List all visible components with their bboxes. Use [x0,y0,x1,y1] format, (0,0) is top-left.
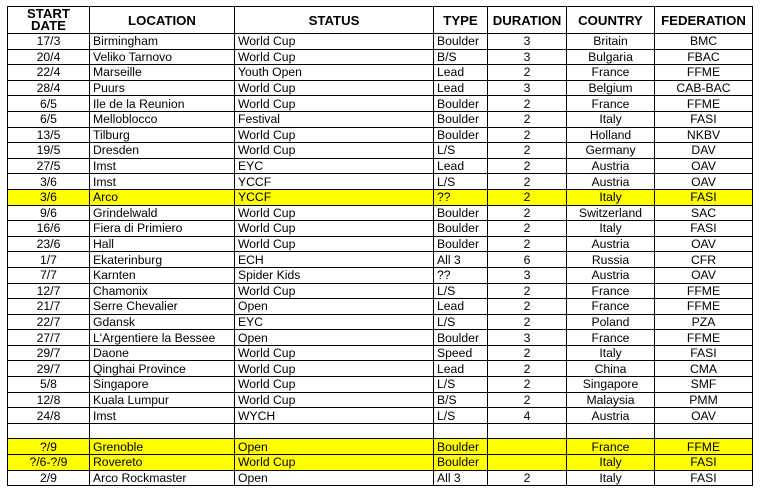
cell-country: Italy [567,345,655,361]
cell-start-date: 24/8 [8,408,90,424]
table-row [8,423,753,439]
cell-location: Grindelwald [90,205,235,221]
cell-duration: 2 [488,345,567,361]
cell-type: Boulder [434,96,488,112]
cell-start-date: 22/7 [8,314,90,330]
table-row [8,377,753,393]
cell-type: ?? [434,267,488,283]
cell-location: Marseille [90,65,235,81]
cell-type: Boulder [434,34,488,50]
cell-duration [488,423,567,439]
table-row [8,392,753,408]
table-row [8,345,753,361]
cell-start-date: 6/5 [8,111,90,127]
cell-type: Lead [434,80,488,96]
cell-type: L/S [434,174,488,190]
cell-federation: FFME [655,283,753,299]
table-row [8,283,753,299]
cell-federation: PZA [655,314,753,330]
cell-federation: FBAC [655,49,753,65]
table-row-highlighted [8,439,753,455]
cell-duration: 2 [488,174,567,190]
cell-country: France [567,96,655,112]
table-row [8,49,753,65]
cell-location: Rovereto [90,455,235,471]
cell-federation: FFME [655,330,753,346]
cell-federation: SAC [655,205,753,221]
cell-location: Gdansk [90,314,235,330]
cell-status [235,423,434,439]
cell-start-date: 2/9 [8,470,90,486]
cell-federation: CAB-BAC [655,80,753,96]
cell-type [434,423,488,439]
cell-federation: PMM [655,392,753,408]
cell-duration: 2 [488,470,567,486]
cell-duration: 2 [488,314,567,330]
cell-status: EYC [235,158,434,174]
cell-federation: FFME [655,96,753,112]
cell-location: Serre Chevalier [90,299,235,315]
cell-country: Italy [567,111,655,127]
cell-type: L/S [434,143,488,159]
cell-location: Imst [90,158,235,174]
cell-duration: 2 [488,158,567,174]
cell-status: World Cup [235,205,434,221]
cell-country [567,423,655,439]
cell-federation: FASI [655,189,753,205]
cell-country: Poland [567,314,655,330]
table-row [8,330,753,346]
cell-duration: 2 [488,361,567,377]
cell-location: Fiera di Primiero [90,221,235,237]
cell-country: Belgium [567,80,655,96]
cell-federation: FFME [655,65,753,81]
cell-country: France [567,299,655,315]
cell-federation: FASI [655,470,753,486]
cell-duration: 2 [488,299,567,315]
cell-status: World Cup [235,392,434,408]
cell-duration: 3 [488,267,567,283]
cell-federation [655,423,753,439]
cell-duration: 3 [488,34,567,50]
cell-duration: 4 [488,408,567,424]
cell-start-date [8,423,90,439]
header-country: COUNTRY [567,7,655,34]
cell-country: Malaysia [567,392,655,408]
cell-status: YCCF [235,174,434,190]
cell-location: Kuala Lumpur [90,392,235,408]
table-body [8,34,753,486]
cell-type: Speed [434,345,488,361]
cell-status: Festival [235,111,434,127]
cell-country: Austria [567,408,655,424]
table-row [8,221,753,237]
cell-start-date: 20/4 [8,49,90,65]
cell-type: Boulder [434,111,488,127]
cell-status: World Cup [235,221,434,237]
cell-federation: CMA [655,361,753,377]
cell-country: Austria [567,158,655,174]
cell-federation: FFME [655,439,753,455]
cell-location: Puurs [90,80,235,96]
cell-status: Open [235,470,434,486]
cell-duration: 2 [488,221,567,237]
cell-country: Singapore [567,377,655,393]
cell-start-date: ?/6-?/9 [8,455,90,471]
cell-type: Boulder [434,236,488,252]
cell-type: Lead [434,299,488,315]
cell-duration: 3 [488,330,567,346]
cell-status: ECH [235,252,434,268]
cell-country: Austria [567,236,655,252]
cell-federation: FASI [655,455,753,471]
cell-start-date: 7/7 [8,267,90,283]
cell-country: France [567,330,655,346]
header-start-date-line1: START [27,6,70,21]
cell-status: WYCH [235,408,434,424]
cell-duration: 3 [488,49,567,65]
cell-federation: OAV [655,158,753,174]
cell-federation: OAV [655,267,753,283]
cell-type: Boulder [434,205,488,221]
cell-status: World Cup [235,236,434,252]
table-row [8,470,753,486]
cell-location: Birmingham [90,34,235,50]
table-row [8,127,753,143]
cell-type: Boulder [434,221,488,237]
cell-location: Melloblocco [90,111,235,127]
cell-type: Boulder [434,439,488,455]
table-row [8,174,753,190]
header-type: TYPE [434,7,488,34]
cell-country: France [567,439,655,455]
cell-country: China [567,361,655,377]
cell-federation: FASI [655,221,753,237]
cell-duration: 2 [488,377,567,393]
cell-location: Grenoble [90,439,235,455]
cell-duration [488,455,567,471]
cell-location: L'Argentiere la Bessee [90,330,235,346]
cell-start-date: 12/7 [8,283,90,299]
cell-start-date: 13/5 [8,127,90,143]
cell-country: Switzerland [567,205,655,221]
cell-status: Youth Open [235,65,434,81]
cell-federation: SMF [655,377,753,393]
cell-country: Britain [567,34,655,50]
cell-country: Italy [567,470,655,486]
cell-location: Ile de la Reunion [90,96,235,112]
cell-start-date: 6/5 [8,96,90,112]
cell-country: Holland [567,127,655,143]
header-location: LOCATION [90,7,235,34]
cell-status: World Cup [235,80,434,96]
cell-type: All 3 [434,470,488,486]
cell-start-date: 23/6 [8,236,90,252]
cell-start-date: 3/6 [8,189,90,205]
cell-start-date: 3/6 [8,174,90,190]
cell-federation: DAV [655,143,753,159]
table-row [8,299,753,315]
cell-federation: FASI [655,345,753,361]
cell-country: Italy [567,455,655,471]
cell-start-date: 21/7 [8,299,90,315]
table-row [8,80,753,96]
cell-location [90,423,235,439]
cell-type: L/S [434,377,488,393]
cell-start-date: 9/6 [8,205,90,221]
cell-federation: OAV [655,408,753,424]
cell-type: L/S [434,314,488,330]
cell-duration: 6 [488,252,567,268]
cell-status: World Cup [235,49,434,65]
competition-calendar-table [7,6,753,486]
cell-start-date: 5/8 [8,377,90,393]
cell-status: YCCF [235,189,434,205]
cell-location: Singapore [90,377,235,393]
cell-start-date: 29/7 [8,361,90,377]
cell-status: Open [235,330,434,346]
header-federation: FEDERATION [655,7,753,34]
cell-status: World Cup [235,96,434,112]
table-row-highlighted [8,455,753,471]
cell-type: Boulder [434,127,488,143]
cell-start-date: 19/5 [8,143,90,159]
cell-status: Spider Kids [235,267,434,283]
cell-duration: 2 [488,189,567,205]
header-row [8,7,753,34]
cell-federation: CFR [655,252,753,268]
cell-status: World Cup [235,455,434,471]
cell-location: Ekaterinburg [90,252,235,268]
cell-location: Chamonix [90,283,235,299]
cell-start-date: 22/4 [8,65,90,81]
table-row [8,205,753,221]
cell-federation: BMC [655,34,753,50]
table-row [8,65,753,81]
cell-duration: 2 [488,283,567,299]
table-row [8,96,753,112]
cell-type: Boulder [434,455,488,471]
cell-duration: 3 [488,80,567,96]
cell-country: Russia [567,252,655,268]
cell-status: World Cup [235,34,434,50]
table-row [8,314,753,330]
header-status: STATUS [235,7,434,34]
cell-location: Veliko Tarnovo [90,49,235,65]
cell-duration: 2 [488,127,567,143]
cell-status: World Cup [235,377,434,393]
cell-country: Germany [567,143,655,159]
cell-country: Italy [567,189,655,205]
header-duration: DURATION [488,7,567,34]
table-row [8,236,753,252]
cell-status: EYC [235,314,434,330]
cell-duration: 2 [488,143,567,159]
cell-type: All 3 [434,252,488,268]
cell-federation: FFME [655,299,753,315]
cell-location: Imst [90,408,235,424]
table-row [8,252,753,268]
cell-status: Open [235,299,434,315]
cell-type: B/S [434,49,488,65]
cell-federation: NKBV [655,127,753,143]
cell-location: Qinghai Province [90,361,235,377]
cell-type: Lead [434,65,488,81]
cell-type: Lead [434,158,488,174]
table-row [8,267,753,283]
cell-location: Imst [90,174,235,190]
table-row [8,408,753,424]
cell-start-date: 12/8 [8,392,90,408]
cell-country: Italy [567,221,655,237]
cell-location: Arco [90,189,235,205]
cell-country: Bulgaria [567,49,655,65]
cell-duration: 2 [488,236,567,252]
cell-start-date: 16/6 [8,221,90,237]
cell-status: World Cup [235,127,434,143]
cell-start-date: 27/7 [8,330,90,346]
cell-start-date: 1/7 [8,252,90,268]
cell-duration: 2 [488,392,567,408]
cell-status: World Cup [235,345,434,361]
cell-start-date: ?/9 [8,439,90,455]
cell-location: Dresden [90,143,235,159]
table-row [8,34,753,50]
cell-status: World Cup [235,283,434,299]
cell-type: B/S [434,392,488,408]
cell-duration: 2 [488,205,567,221]
cell-start-date: 27/5 [8,158,90,174]
cell-duration [488,439,567,455]
cell-status: World Cup [235,143,434,159]
cell-start-date: 29/7 [8,345,90,361]
cell-federation: FASI [655,111,753,127]
cell-status: World Cup [235,361,434,377]
cell-duration: 2 [488,96,567,112]
cell-country: France [567,65,655,81]
cell-duration: 2 [488,65,567,81]
cell-type: Lead [434,361,488,377]
cell-location: Karnten [90,267,235,283]
cell-country: France [567,283,655,299]
cell-type: L/S [434,283,488,299]
table-row [8,158,753,174]
cell-country: Austria [567,174,655,190]
cell-type: Boulder [434,330,488,346]
header-start-date-line2: DATE [31,18,66,33]
header-start-date [8,7,90,34]
cell-start-date: 28/4 [8,80,90,96]
cell-duration: 2 [488,111,567,127]
cell-start-date: 17/3 [8,34,90,50]
table-row-highlighted [8,189,753,205]
cell-type: ?? [434,189,488,205]
cell-type: L/S [434,408,488,424]
cell-federation: OAV [655,236,753,252]
cell-status: Open [235,439,434,455]
cell-location: Tilburg [90,127,235,143]
cell-federation: OAV [655,174,753,190]
cell-location: Daone [90,345,235,361]
table-row [8,361,753,377]
cell-location: Arco Rockmaster [90,470,235,486]
cell-country: Austria [567,267,655,283]
table-row [8,143,753,159]
table-row [8,111,753,127]
cell-location: Hall [90,236,235,252]
